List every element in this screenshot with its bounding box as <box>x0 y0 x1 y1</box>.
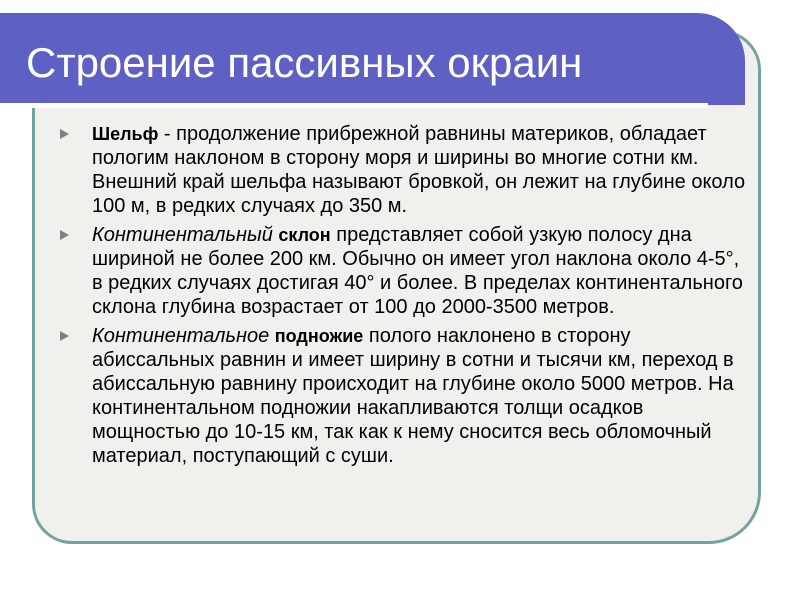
bullet-item-shelf <box>60 122 750 218</box>
bullet-text-rise: полого наклонено в сторону абиссальных равнин и имеет ширину в сотни и тысячи км, переход в абиссальную равнину происходит на глубине около 5000 метров. На континентальном подножии накапливаются толщи осадков мощностью до 10-15 км, так как к нему сносится весь обломочный материал, поступающий с суши. <box>92 325 734 467</box>
bullet-text-slope: представляет собой узкую полосу дна шириной не более 200 км. Обычно он имеет угол наклона около 4-5°, в редких случаях достигая 40° и более. В пределах континентального склона глубина возрастает от 100 до 2000-3500 метров. <box>92 224 743 318</box>
triangle-bullet-icon <box>60 331 69 341</box>
lead-slope: Континентальный <box>92 224 279 246</box>
bullet-item-rise <box>60 324 750 468</box>
bullet-list <box>60 122 750 473</box>
title-underline <box>0 103 708 108</box>
bullet-item-slope <box>60 223 750 319</box>
triangle-bullet-icon <box>60 230 69 240</box>
term-shelf: Шельф <box>92 124 159 144</box>
term-slope: склон <box>278 225 331 245</box>
bullet-text-shelf: - продолжение прибрежной равнины материков, обладает пологим наклоном в сторону моря и ширины во многие сотни км. Внешний край шельфа называют бровкой, он лежит на глубине около 100 м, в редких случаях до 350 м. <box>92 123 746 217</box>
term-rise: подножие <box>274 326 364 346</box>
lead-rise: Континентальное <box>92 325 275 347</box>
slide-title: Строение пассивных окраин <box>26 39 583 86</box>
triangle-bullet-icon <box>60 129 69 139</box>
